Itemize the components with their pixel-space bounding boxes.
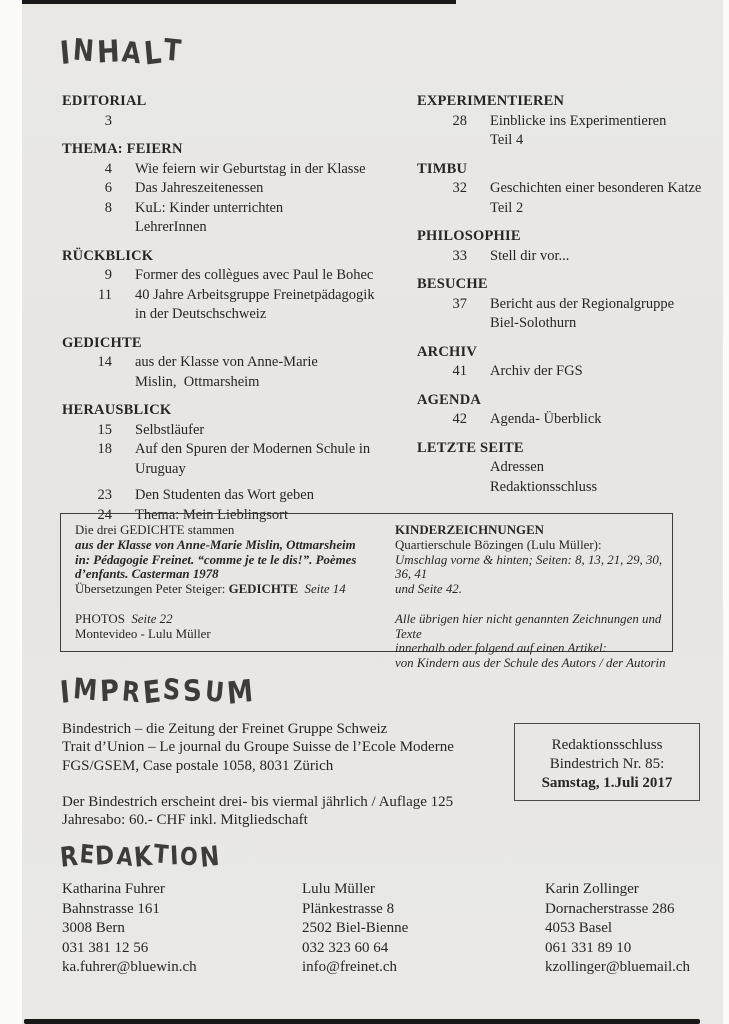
- toc-section-title: RÜCKBLICK: [62, 247, 154, 264]
- blank-line: [395, 597, 680, 612]
- toc-section-title: TIMBU: [417, 160, 468, 177]
- toc-page-number: 24: [97, 506, 112, 523]
- stamp-letter: M: [225, 673, 257, 713]
- impressum-line: Der Bindestrich erscheint drei- bis viermal jährlich / Auflage 125: [62, 794, 454, 811]
- toc-section: [417, 391, 722, 430]
- stamp-letter: N: [198, 841, 222, 875]
- toc-page-number: 4: [104, 160, 112, 177]
- toc-entry-line: Archiv der FGS: [490, 363, 583, 379]
- contact-card: [302, 880, 532, 978]
- toc-entry-line: Redaktionsschluss: [490, 478, 598, 495]
- credits-line: [395, 538, 680, 553]
- toc-left-column: [62, 92, 407, 534]
- stamp-letter: I: [169, 841, 181, 872]
- toc-section: [62, 92, 407, 131]
- toc-entry-title: [490, 362, 583, 382]
- toc-entry: [417, 458, 722, 497]
- toc-entry-line: Das Jahreszeitenessen: [135, 180, 264, 196]
- toc-entry-line: Stell dir vor...: [490, 247, 570, 264]
- toc-page-number: 9: [104, 267, 112, 283]
- toc-page-number: 28: [452, 112, 467, 129]
- scan-edge-top: [22, 0, 456, 4]
- contact-name: Lulu Müller: [302, 881, 375, 897]
- toc-entry-line: LehrerInnen: [135, 219, 207, 235]
- contact-line: 031 381 12 56: [62, 939, 149, 956]
- toc-entry-title: [135, 286, 375, 325]
- toc-entry-title: [490, 410, 602, 430]
- stamp-letter: L: [142, 34, 166, 73]
- toc-entry-title: [135, 179, 263, 199]
- toc-entry-line: Den Studenten das Wort geben: [135, 487, 314, 503]
- toc-entry-line: Uruguay: [135, 460, 186, 477]
- blank-line: [62, 775, 454, 793]
- toc-section-title: HERAUSBLICK: [62, 402, 172, 418]
- toc-entry: [417, 362, 722, 382]
- credits-line: [75, 553, 390, 568]
- toc-entry: [62, 160, 407, 180]
- toc-section-title: BESUCHE: [417, 276, 488, 292]
- stamp-letter: A: [120, 35, 145, 72]
- toc-entry-line: in der Deutschschweiz: [135, 306, 267, 322]
- toc-section-title: ARCHIV: [417, 343, 478, 360]
- credits-line: [395, 656, 680, 671]
- toc-entry-title: [490, 295, 674, 334]
- credits-line: [75, 627, 390, 642]
- contact-line: info@freinet.ch: [302, 959, 398, 975]
- stamp-letter: N: [71, 32, 98, 70]
- toc-section: [417, 92, 722, 151]
- impressum-line: FGS/GSEM, Case postale 1058, 8031 Zürich: [62, 757, 334, 774]
- credits-poems-photos: [75, 523, 390, 641]
- toc-section: [62, 140, 407, 238]
- toc-entry-title: [490, 179, 701, 218]
- contact-line: 3008 Bern: [62, 920, 125, 936]
- toc-entry: [62, 440, 407, 479]
- credits-text-segment: Umschlag vorne & hinten; Seiten: 8, 13, 21, 29, 30, 36, 41: [395, 552, 666, 582]
- credits-text-segment: Montevideo - Lulu Müller: [75, 626, 211, 641]
- contact-line: 061 331 89 10: [545, 939, 632, 956]
- toc-page-number: 23: [97, 487, 112, 503]
- toc-entry-line: Biel-Solothurn: [490, 315, 577, 331]
- stamp-letter: R: [58, 841, 81, 874]
- contact-line: 032 323 60 64: [302, 939, 389, 956]
- toc-entry: [62, 199, 407, 238]
- credits-line: [75, 523, 390, 538]
- credits-line: [75, 582, 390, 597]
- toc-entry-title: [135, 440, 370, 479]
- toc-entry: [417, 179, 722, 218]
- credits-text-segment: innerhalb oder folgend auf einen Artikel:: [395, 641, 607, 656]
- toc-page-number: 15: [97, 421, 112, 438]
- stamp-letter: H: [95, 34, 123, 71]
- toc-section: [417, 160, 722, 219]
- toc-entry: [417, 410, 722, 430]
- credits-text-segment: d’enfants. Casterman 1978: [75, 567, 219, 582]
- credits-text-segment: von Kindern aus der Schule des Autors / der Autorin: [395, 656, 666, 671]
- stamp-letter: A: [115, 842, 135, 873]
- toc-page-number: 18: [97, 441, 112, 457]
- inhalt-heading: [60, 34, 184, 71]
- stamp-letter: O: [179, 842, 201, 873]
- toc-entry-line: Teil 2: [490, 199, 524, 216]
- toc-entry-title: [135, 160, 366, 180]
- impressum-heading: [58, 672, 257, 713]
- toc-entry: [417, 112, 722, 151]
- toc-page-number: 3: [104, 112, 112, 129]
- redaktion-heading: [58, 840, 222, 875]
- stamp-letter: I: [58, 34, 74, 73]
- toc-entry-line: Einblicke ins Experimentieren: [490, 112, 667, 129]
- toc-section-title: AGENDA: [417, 391, 482, 408]
- toc-entry: [417, 295, 722, 334]
- contact-line: Dornacherstrasse 286: [545, 900, 675, 917]
- toc-section-title: PHILOSOPHIE: [417, 228, 521, 244]
- toc-entry-line: Thema: Mein Lieblingsort: [135, 506, 289, 523]
- toc-page-number: 33: [452, 247, 467, 264]
- contact-line: Bahnstrasse 161: [62, 900, 160, 917]
- toc-entry-line: aus der Klasse von Anne-Marie: [135, 354, 318, 370]
- credits-text-segment: PHOTOS: [75, 611, 129, 626]
- contact-line: 2502 Biel-Bienne: [302, 920, 409, 936]
- toc-entry-line: Bericht aus der Regionalgruppe: [490, 295, 675, 312]
- stamp-letter: E: [141, 674, 165, 712]
- toc-entry-title: [135, 421, 204, 441]
- credits-text-segment: Quartierschule Bözingen (Lulu Müller):: [395, 537, 602, 552]
- toc-entry: [62, 112, 407, 132]
- toc-section: [62, 247, 407, 325]
- credits-text-segment: Seite 14: [298, 582, 346, 597]
- credits-text-segment: Alle übrigen hier nicht genannten Zeichnungen und Texte: [395, 611, 665, 641]
- toc-section-title: GEDICHTE: [62, 334, 142, 351]
- stamp-letter: D: [94, 841, 117, 872]
- toc-section: [417, 275, 722, 334]
- toc-page-number: 14: [97, 354, 112, 370]
- toc-entry-line: Adressen: [490, 459, 544, 475]
- toc-entry-title: [135, 353, 318, 392]
- credits-text-segment: GEDICHTE: [228, 582, 299, 597]
- credits-text-segment: aus der Klasse von Anne-Marie Mislin, Ottmarsheim: [75, 537, 356, 552]
- credits-line: [75, 538, 390, 553]
- toc-section-title: THEMA: FEIERN: [62, 141, 183, 157]
- toc-entry-line: Wie feiern wir Geburtstag in der Klasse: [135, 160, 366, 177]
- toc-section: [417, 439, 722, 498]
- contact-line: Plänkestrasse 8: [302, 900, 395, 917]
- stamp-letter: R: [120, 675, 143, 710]
- toc-section-title: EXPERIMENTIEREN: [417, 93, 565, 109]
- toc-entry-line: 40 Jahre Arbeitsgruppe Freinetpädagogik: [135, 286, 375, 303]
- toc-entry-title: [490, 112, 666, 151]
- toc-section: [417, 227, 722, 266]
- impressum-line: Trait d’Union – Le journal du Groupe Suisse de l’Ecole Moderne: [62, 739, 454, 756]
- deadline-date: Samstag, 1.Juli 2017: [541, 775, 673, 791]
- toc-entry-line: Agenda- Überblick: [490, 411, 602, 427]
- toc-entry-title: [490, 458, 597, 497]
- toc-section: [417, 343, 722, 382]
- toc-entry: [62, 486, 407, 506]
- credits-line: [395, 523, 680, 538]
- toc-entry-line: Teil 4: [490, 132, 524, 148]
- toc-section-title: LETZTE SEITE: [417, 439, 524, 456]
- toc-page-number: 8: [104, 199, 112, 216]
- toc-page-number: 32: [452, 180, 467, 196]
- contact-name: Katharina Fuhrer: [62, 881, 165, 897]
- deadline-issue: Bindestrich Nr. 85:: [549, 756, 665, 772]
- credits-line: [395, 582, 680, 597]
- stamp-letter: I: [58, 674, 74, 712]
- contact-name: Karin Zollinger: [545, 881, 639, 897]
- impressum-line: Bindestrich – die Zeitung der Freinet Gruppe Schweiz: [62, 721, 388, 737]
- toc-entry-line: Auf den Spuren der Modernen Schule in: [135, 441, 371, 457]
- scanned-page: [22, 0, 723, 1024]
- toc-entry: [62, 421, 407, 441]
- stamp-letter: K: [133, 841, 155, 874]
- stamp-letter: P: [98, 674, 122, 710]
- contact-line: kzollinger@bluemail.ch: [545, 959, 691, 975]
- toc-entry-line: Selbstläufer: [135, 421, 205, 438]
- toc-page-number: 6: [104, 180, 112, 196]
- stamp-letter: E: [78, 840, 96, 871]
- toc-entry-title: [135, 199, 283, 238]
- credits-text-segment: Übersetzungen Peter Steiger:: [75, 582, 229, 597]
- toc-entry-line: Geschichten einer besonderen Katze: [490, 180, 702, 196]
- toc-entry-line: Mislin, Ottmarsheim: [135, 373, 260, 390]
- credits-kinderzeichnungen: [395, 523, 680, 671]
- scan-edge-bottom: [24, 1019, 700, 1024]
- credits-box: [60, 513, 673, 671]
- toc-entry-title: [135, 266, 373, 286]
- stamp-letter: S: [162, 673, 184, 708]
- impressum-line: Jahresabo: 60.- CHF inkl. Mitgliedschaft: [62, 812, 308, 829]
- toc-right-column: [417, 92, 722, 506]
- toc-entry: [62, 179, 407, 199]
- stamp-letter: T: [162, 33, 185, 70]
- contact-line: ka.fuhrer@bluewin.ch: [62, 959, 197, 975]
- deadline-label: Redaktionsschluss: [551, 737, 663, 753]
- toc-entry-line: Former des collègues avec Paul le Bohec: [135, 267, 374, 283]
- credits-line: [75, 567, 390, 582]
- stamp-letter: U: [203, 675, 228, 710]
- toc-entry: [62, 353, 407, 392]
- toc-entry-line: KuL: Kinder unterrichten: [135, 199, 284, 216]
- toc-entry-title: [490, 247, 569, 267]
- credits-text-segment: KINDERZEICHNUNGEN: [395, 523, 544, 537]
- credits-text-segment: Die drei GEDICHTE stammen: [75, 523, 235, 537]
- blank-line: [75, 597, 390, 612]
- impressum-text: [62, 720, 454, 830]
- toc-page-number: 11: [98, 286, 112, 303]
- toc-page-number: 41: [452, 363, 467, 379]
- toc-section: [62, 334, 407, 393]
- credits-text-segment: und Seite 42.: [395, 582, 462, 597]
- deadline-box: [514, 723, 700, 801]
- credits-text-segment: Seite 22: [128, 611, 173, 626]
- toc-entry: [62, 266, 407, 286]
- stamp-letter: T: [152, 840, 171, 871]
- toc-entry: [417, 247, 722, 267]
- toc-entry: [62, 286, 407, 325]
- credits-line: [395, 553, 680, 583]
- stamp-letter: M: [71, 672, 100, 709]
- credits-line: [395, 612, 680, 642]
- credits-line: [75, 612, 390, 627]
- toc-section: [62, 401, 407, 525]
- stamp-letter: S: [182, 674, 205, 710]
- credits-text-segment: in: Pédagogie Freinet. “comme je te le dis!”. Poèmes: [75, 552, 357, 567]
- contact-card: [545, 880, 725, 978]
- toc-page-number: 42: [452, 411, 467, 427]
- toc-page-number: [417, 458, 467, 497]
- contact-card: [62, 880, 292, 978]
- toc-entry-title: [135, 486, 314, 506]
- contact-line: 4053 Basel: [545, 920, 613, 936]
- toc-section-title: EDITORIAL: [62, 93, 147, 109]
- credits-line: [395, 641, 680, 656]
- toc-page-number: 37: [452, 295, 467, 312]
